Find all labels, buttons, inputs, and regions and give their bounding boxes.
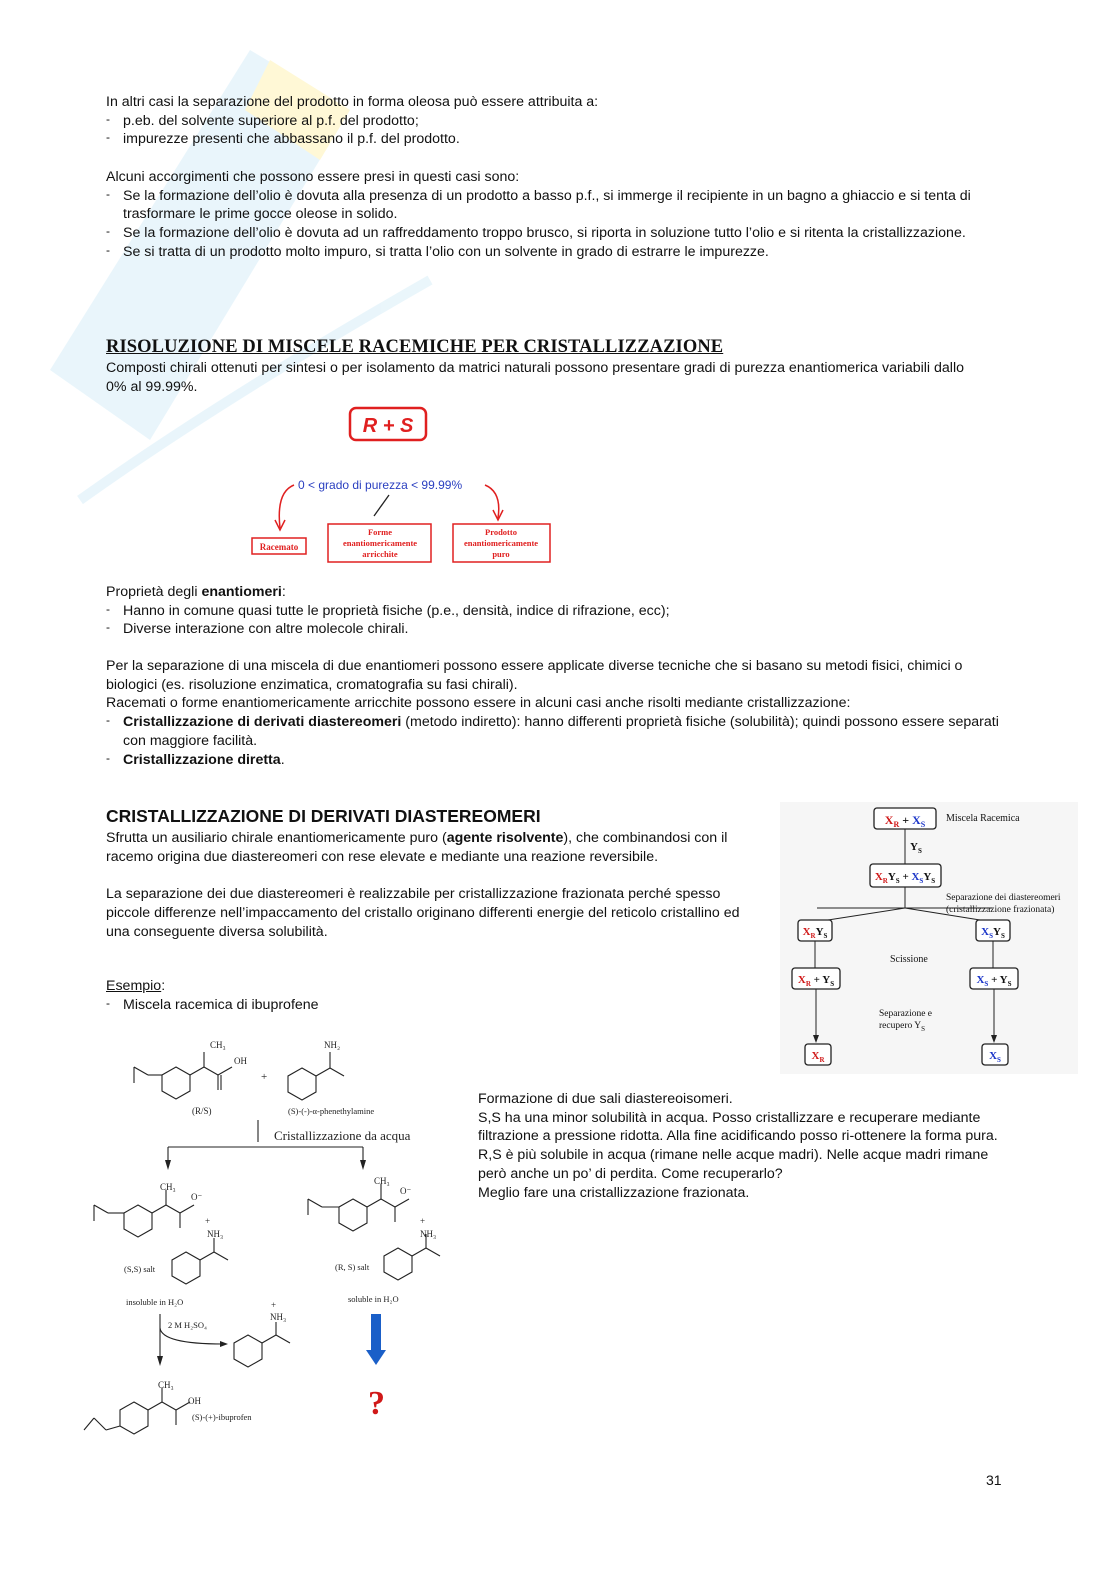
ch3-label: CH₃ <box>210 1040 226 1050</box>
cristallizzazione-label: Cristallizzazione da acqua <box>274 1128 411 1143</box>
ch3-label: CH₃ <box>374 1176 390 1186</box>
miscela-racemica-label: Miscela Racemica <box>946 813 1020 824</box>
oil-tips-section <box>106 168 976 262</box>
purity-diagram <box>240 400 570 570</box>
o-minus-label: O⁻ <box>191 1192 203 1202</box>
p1-part-a: Sfrutta un ausiliario chirale enantiomericamente puro ( <box>106 830 447 846</box>
diastereomer-p1 <box>106 829 756 866</box>
diastereomer-p2: La separazione dei due diastereomeri è realizzabile per cristallizzazione frazionata perché spesso piccole differenze nell’impaccamento del cristallo originano differenti energie del reticolo cristallino ed una conseguente diversa solubilità. <box>106 886 740 940</box>
svg-text:XR + YS: $X_R + Y_S$ <box>797 974 835 988</box>
scheme-explanation <box>478 1090 1008 1202</box>
acid-label: 2 M H₂SO₄ <box>168 1320 207 1330</box>
insoluble-label: insoluble in H₂O <box>126 1297 184 1307</box>
enantiomer-properties <box>106 583 1006 639</box>
method2-rest: . <box>280 751 285 768</box>
example-colon: : <box>161 978 166 994</box>
section-title: RISOLUZIONE DI MISCELE RACEMICHE PER CRISTALLIZZAZIONE <box>106 337 724 357</box>
svg-text:XR: $X_R$ <box>811 1050 825 1064</box>
separazione-line1: Separazione dei diastereomeri <box>946 893 1061 903</box>
list-item: - p.eb. del solvente superiore al p.f. del prodotto; <box>106 112 1006 131</box>
oil-tips-list <box>106 187 976 262</box>
list-item: - Se la formazione dell’olio è dovuta ad un raffreddamento troppo brusco, si riporta in soluzione tutto l’olio e si ritenta la cristallizzazione. <box>106 224 976 243</box>
amine-label: (S)-(-)-α-phenethylamine <box>288 1106 375 1116</box>
explanation-line: Formazione di due sali diastereoisomeri. <box>478 1091 733 1107</box>
svg-text:XS + YS: $X_S + Y_S$ <box>976 974 1012 988</box>
o-minus-label: O⁻ <box>400 1186 412 1196</box>
box-forme-line2: enantiomericamente <box>342 538 418 548</box>
rs-label: R + S <box>362 415 414 437</box>
list-item: - Miscela racemica di ibuprofene <box>106 996 1006 1015</box>
oil-causes-list <box>106 112 1006 149</box>
list-item: - Se si tratta di un prodotto molto impuro, si tratta l’olio con un solvente in grado di estrarre le impurezze. <box>106 243 976 262</box>
list-item: - Hanno in comune quasi tutte le proprietà fisiche (p.e., densità, indice di rifrazione, ecc); <box>106 602 1006 621</box>
racemati-text: Racemati o forme enantiomericamente arricchite possono essere in alcuni casi anche risolti mediante cristallizzazione: <box>106 695 851 712</box>
oh-label: OH <box>234 1056 247 1066</box>
list-item <box>106 751 1006 770</box>
oh-label: OH <box>188 1396 201 1406</box>
box-forme-line1: Forme <box>367 527 393 537</box>
methods-list <box>106 713 1006 769</box>
separation-section <box>106 657 1006 769</box>
racemic-heading <box>106 337 1006 358</box>
example-label: Esempio <box>106 978 162 994</box>
plus-sign: + <box>420 1216 426 1226</box>
ss-salt-label: (S,S) salt <box>124 1264 156 1274</box>
properties-list <box>106 602 1006 639</box>
explanation-line: R,S è più solubile in acqua (rimane nelle acque madri). Nelle acque madri rimane però anche un po’ di perdita. Come recuperarlo? <box>478 1147 989 1182</box>
soluble-label: soluble in H₂O <box>348 1294 399 1304</box>
separazione-line2: (cristallizzazione frazionata) <box>946 905 1055 915</box>
explanation-line: S,S ha una minor solubilità in acqua. Posso cristallizzare e recuperare mediante filtrazione a pressione ridotta. Alla fine acidificando posso ri-ottenere la forma pura. <box>478 1109 998 1145</box>
box-racemato: Racemato <box>259 542 299 552</box>
properties-prefix: Proprietà degli <box>106 584 202 600</box>
method1-bold: Cristallizzazione di derivati diastereomeri <box>123 714 402 731</box>
scissione-label: Scissione <box>890 954 928 965</box>
recupero-line1: Separazione e <box>879 1009 933 1019</box>
recupero-subscript: S <box>921 1025 926 1033</box>
plus-sign: + <box>271 1300 277 1310</box>
recupero-line2: recupero Y <box>879 1021 922 1031</box>
list-item: - Diverse interazione con altre molecole chirali. <box>106 620 1006 639</box>
p1-part-b: ), che combinandosi con il racemo origina due diastereomeri con rese elevate e mediante una reazione reversibile. <box>106 830 728 865</box>
resolution-flowchart <box>780 802 1078 1074</box>
p1-bold: agente risolvente <box>446 830 564 846</box>
plus-sign: + <box>261 1071 268 1083</box>
oil-causes-intro: In altri casi la separazione del prodotto in forma oleosa può essere attribuita a: <box>106 94 599 110</box>
svg-text:YS: $Y_S$ <box>910 841 922 855</box>
question-mark: ? <box>368 1385 385 1422</box>
svg-text:XS: $X_S$ <box>989 1050 1001 1064</box>
section-title: CRISTALLIZZAZIONE DI DERIVATI DIASTEREOMERI <box>106 806 541 826</box>
svg-text:XSYS: $X_SY_S$ <box>981 926 1005 940</box>
rs-salt-label: (R, S) salt <box>335 1262 370 1272</box>
ibuprofen-resolution-scheme <box>78 1032 448 1442</box>
nh3-label: NH₃ <box>420 1229 437 1239</box>
nh3-label: NH₃ <box>207 1229 224 1239</box>
method2-bold: Cristallizzazione diretta <box>123 751 281 768</box>
method1-rest: (metodo indiretto): hanno differenti proprietà fisiche (solubilità); quindi possono essere separati con maggiore facilità. <box>123 714 999 749</box>
diastereomer-text <box>106 829 756 941</box>
ch3-label: CH₃ <box>158 1380 174 1390</box>
ch3-label: CH₃ <box>160 1182 176 1192</box>
nh2-label: NH₂ <box>324 1040 341 1050</box>
product-label: (S)-(+)-ibuprofen <box>192 1412 252 1422</box>
svg-text:XR + XS: $X_R + X_S$ <box>884 813 926 829</box>
purity-label: 0 < grado di purezza < 99.99% <box>298 478 463 492</box>
page-number: 31 <box>986 1472 1002 1488</box>
oil-tips-intro: Alcuni accorgimenti che possono essere presi in questi casi sono: <box>106 169 520 185</box>
rs-racemate-label: (R/S) <box>192 1106 212 1116</box>
explanation-line: Meglio fare una cristallizzazione frazionata. <box>478 1184 750 1201</box>
box-prodotto-line1: Prodotto <box>485 527 517 537</box>
properties-suffix: : <box>281 584 286 600</box>
properties-heading <box>106 583 1006 602</box>
svg-text:XRYS + XSYS: $X_RY_S + X_SY_S$ <box>874 871 936 885</box>
separation-text: Per la separazione di una miscela di due enantiomeri possono essere applicate diverse tecniche che si basano su metodi fisici, chimici o biologici (es. risoluzione enzimatica, cromatografia su fasi chirali). <box>106 658 963 693</box>
list-item <box>106 713 1006 750</box>
oil-causes-section <box>106 93 1006 149</box>
box-forme-line3: arricchite <box>362 549 398 559</box>
properties-bold: enantiomeri <box>201 584 282 600</box>
nh3-label: NH₃ <box>270 1312 287 1322</box>
plus-sign: + <box>205 1216 211 1226</box>
box-prodotto-line3: puro <box>492 549 510 559</box>
racemic-intro: Composti chirali ottenuti per sintesi o per isolamento da matrici naturali possono presentare gradi di purezza enantiomerica variabili dallo 0% al 99.99%. <box>106 360 964 395</box>
list-item: - impurezze presenti che abbassano il p.f. del prodotto. <box>106 130 1006 149</box>
svg-text:XRYS: $X_RY_S$ <box>802 926 828 940</box>
list-item: - Se la formazione dell’olio è dovuta alla presenza di un prodotto a basso p.f., si immerge il recipiente in un bagno a ghiaccio e si tenta di trasformare le prime gocce oleose in solido. <box>106 187 976 224</box>
box-prodotto-line2: enantiomericamente <box>463 538 539 548</box>
